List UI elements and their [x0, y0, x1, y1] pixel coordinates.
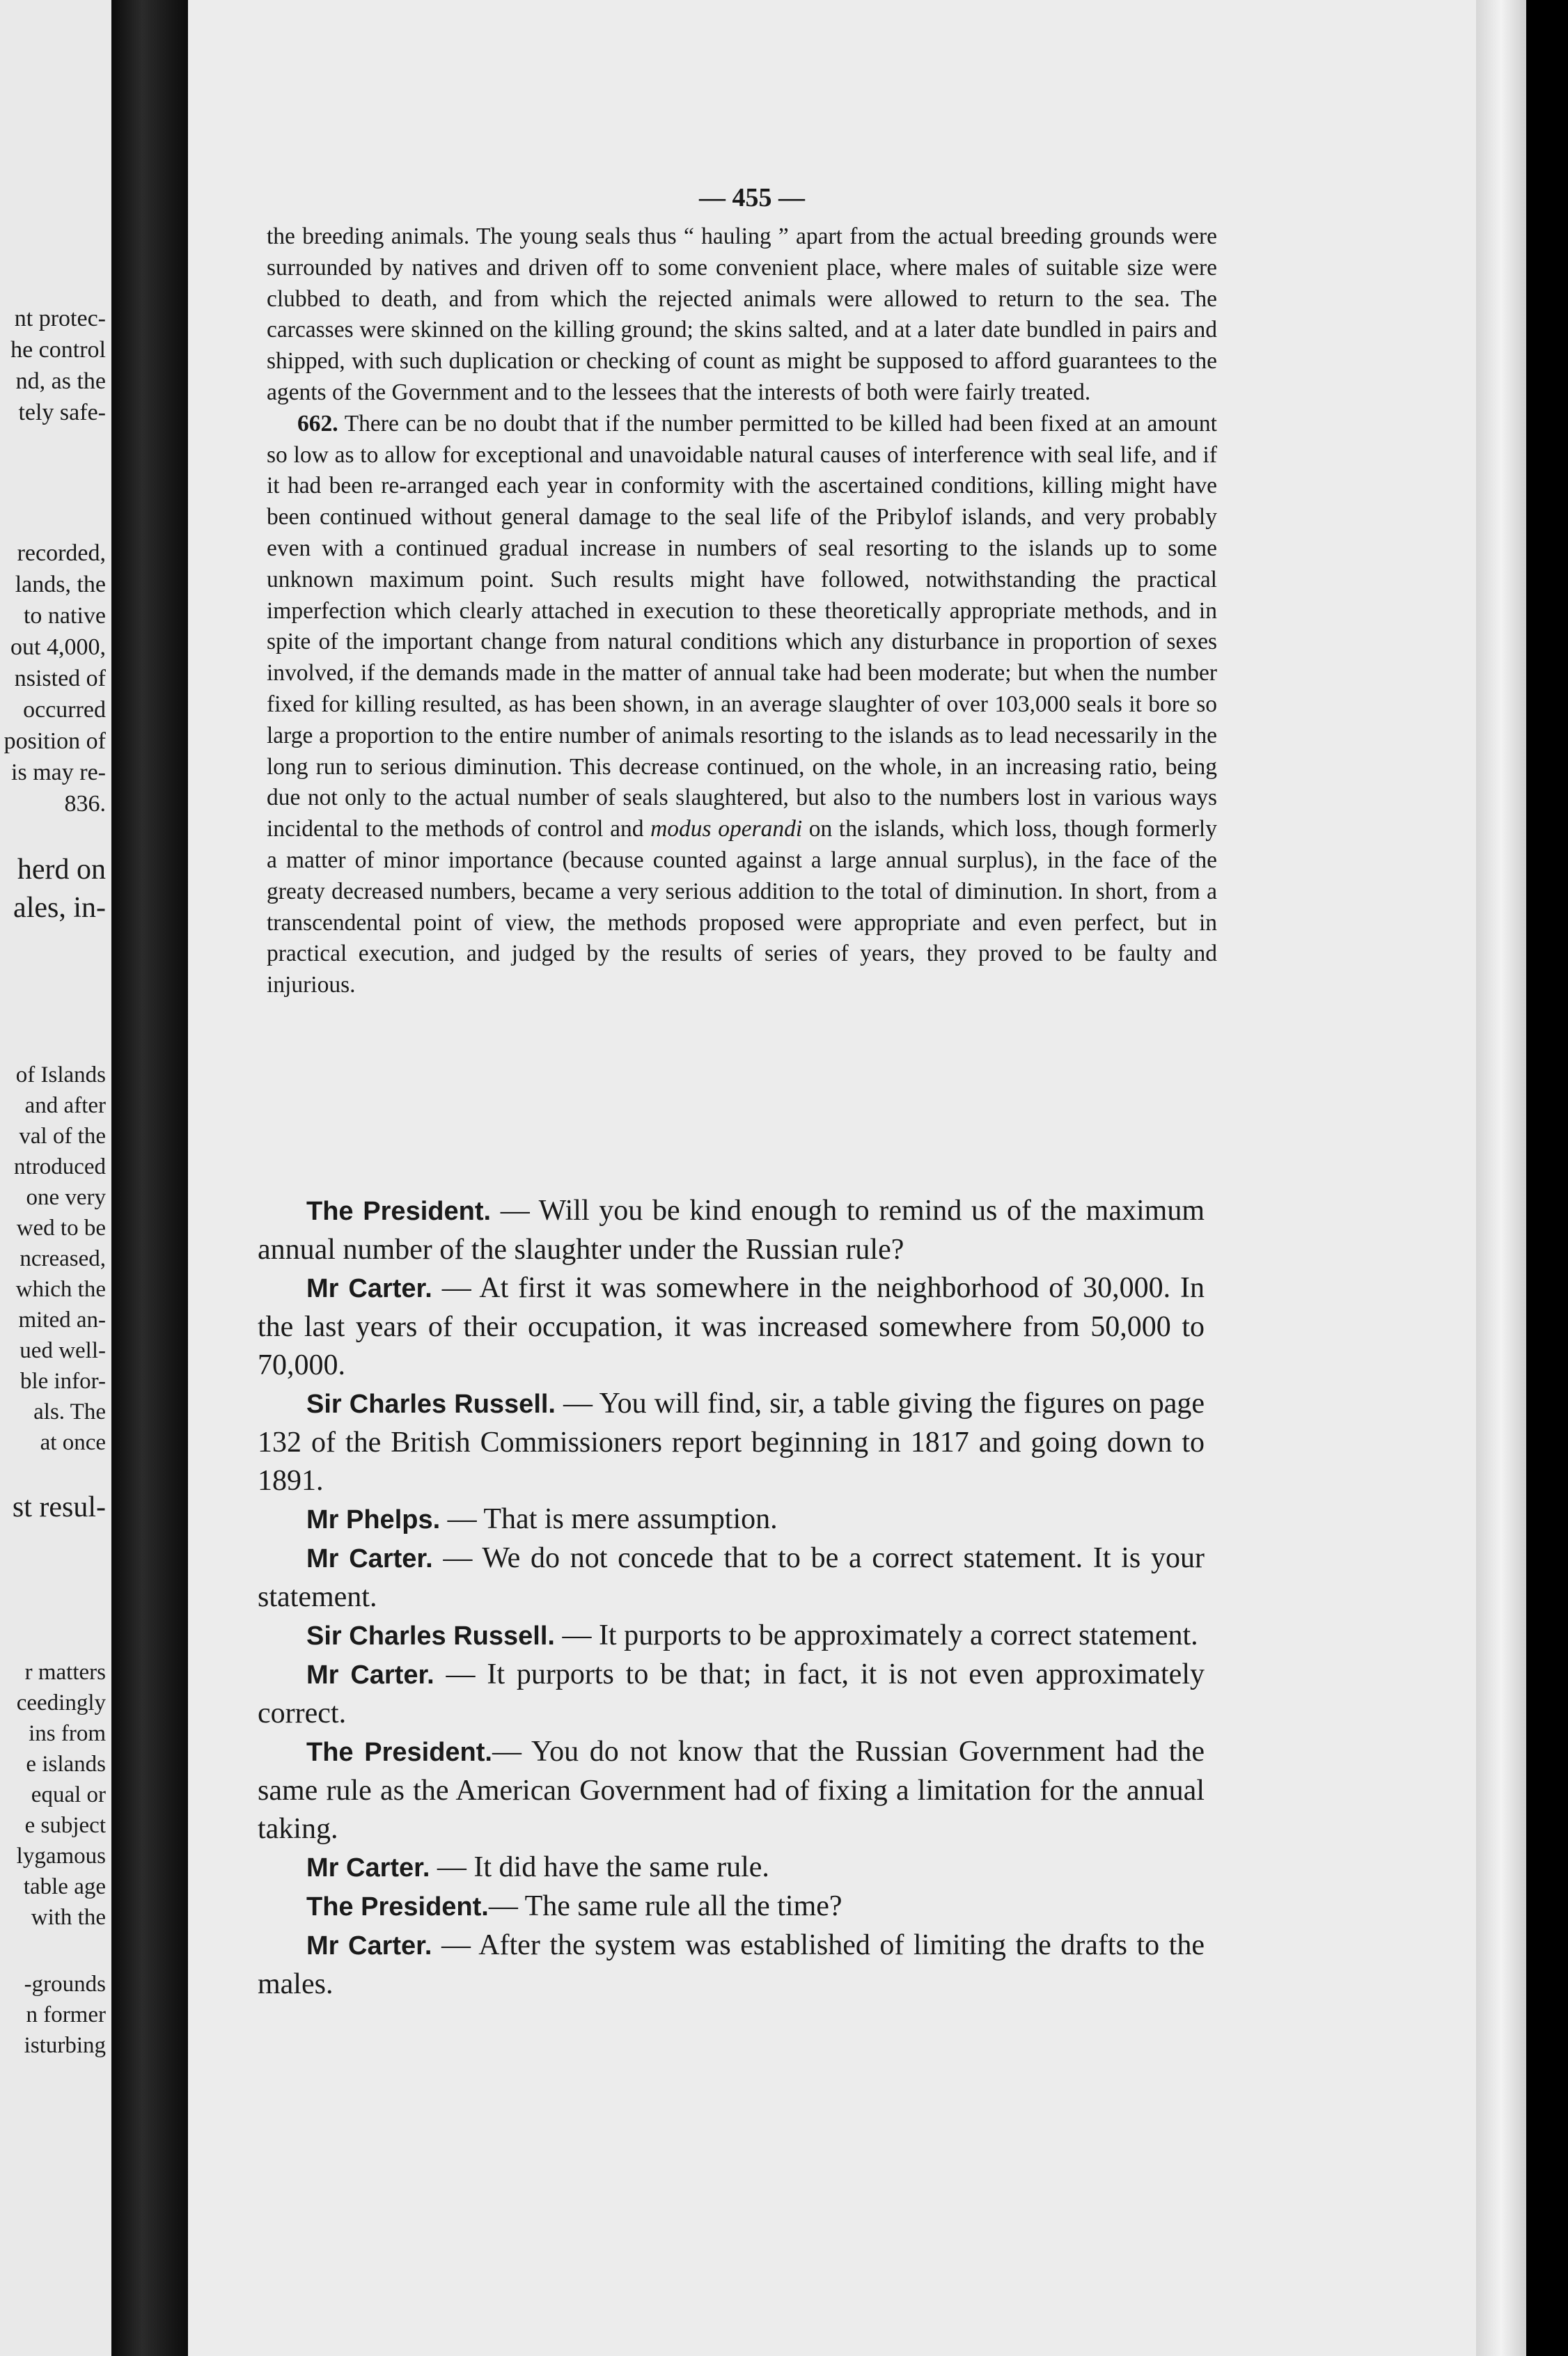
- page-edge: [1476, 0, 1526, 2356]
- dialogue-entry: [258, 1617, 1205, 1656]
- fragment-line: ntroduced: [14, 1154, 106, 1179]
- fragment-line: e islands: [26, 1752, 106, 1777]
- scan-border: [1526, 0, 1568, 2356]
- fragment-line: mited an-: [18, 1307, 106, 1333]
- fragment-line: occurred: [23, 697, 106, 723]
- fragment-line: -grounds: [24, 1972, 106, 1997]
- speaker-name: Mr Carter.: [306, 1274, 432, 1303]
- paragraph-number: 662.: [297, 410, 338, 437]
- fragment-line: nd, as the: [15, 368, 106, 394]
- quoted-report-text: [267, 221, 1217, 1001]
- fragment-line: ceedingly: [16, 1690, 106, 1715]
- facing-page-lines-a: [0, 303, 106, 428]
- fragment-line: position of: [3, 728, 106, 754]
- speech-text: — We do not concede that to be a correct statement. It is your statement.: [258, 1542, 1205, 1613]
- dialogue-entry: [258, 1656, 1205, 1733]
- fragment-line: and after: [24, 1093, 106, 1118]
- speaker-name: Mr Carter.: [306, 1853, 430, 1883]
- fragment-line: 836.: [64, 791, 106, 817]
- fragment-line: herd on: [17, 854, 106, 886]
- facing-page-lines-f: [0, 1657, 106, 1933]
- speech-text: — It did have the same rule.: [430, 1851, 769, 1883]
- fragment-line: r matters: [24, 1660, 106, 1685]
- dialogue-entry: [258, 1733, 1205, 1848]
- fragment-line: nt protec-: [14, 306, 106, 331]
- speech-text: — Will you be kind enough to remind us of the maximum annual number of the slaughter under the Russian rule?: [258, 1195, 1205, 1266]
- dialogue-entry: [258, 1539, 1205, 1617]
- dialogue-entry: [258, 1887, 1205, 1926]
- fragment-line: e subject: [24, 1813, 106, 1838]
- italic-phrase: modus operandi: [650, 816, 803, 842]
- fragment-line: lygamous: [16, 1844, 106, 1869]
- dialogue-entry: [258, 1848, 1205, 1887]
- speaker-name: The President.: [306, 1892, 489, 1922]
- fragment-line: wed to be: [16, 1216, 106, 1241]
- dialogue-entry: [258, 1269, 1205, 1385]
- speech-text: — At first it was somewhere in the neighborhood of 30,000. In the last years of their occupation, it was increased somewhere from 50,000 to 70,000.: [258, 1272, 1205, 1381]
- speech-text: — You do not know that the Russian Government had the same rule as the American Government had of fixing a limitation for the annual taking.: [258, 1736, 1205, 1845]
- fragment-line: n former: [26, 2002, 106, 2027]
- speaker-name: Sir Charles Russell.: [306, 1621, 555, 1651]
- fragment-line: ble infor-: [19, 1369, 106, 1394]
- speech-text: — After the system was established of limiting the drafts to the males.: [258, 1929, 1205, 2000]
- quoted-paragraph-1: the breeding animals. The young seals thus “ hauling ” apart from the actual breeding grounds were surrounded by natives and driven off to some convenient place, where males of suitable size were clubbed to death, and from which the rejected animals were allowed to return to the sea. The carcasses were skinned on the killing ground; the skins salted, and at a later date bundled in pairs and shipped, with such duplication or checking of count as might be supposed to afford guarantees to the agents of the Government and to the lessees that the interests of both were fairly treated.: [267, 223, 1217, 405]
- speech-text: — It purports to be that; in fact, it is not even approximately correct.: [258, 1658, 1205, 1729]
- fragment-line: which the: [15, 1277, 106, 1302]
- speaker-name: Mr Phelps.: [306, 1505, 441, 1534]
- paragraph-text: There can be no doubt that if the number permitted to be killed had been fixed at an amount so low as to allow for exceptional and unavoidable natural causes of interference with seal life, and if it had been re-arranged each year in conformity with the ascertained conditions, killing might have been continued without general damage to the seal life of the Pribylof islands, and very probably even with a continued gradual increase in numbers of seal resorting to the islands up to some unknown maximum point. Such results might have followed, notwithstanding the practical imperfection which clearly attached in execution to these theoretically appropriate methods, and in spite of the important change from natural conditions which any disturbance in proportion of sexes involved, if the demands made in the matter of annual take had been moderate; but when the number fixed for killing resulted, as has been shown, in an average slaughter of over 103,000 seals it bore so large a proportion to the entire number of animals resorting to the islands as to lead necessarily in the long run to serious diminution. This decrease continued, on the whole, in an increasing ratio, being due not only to the actual number of seals slaughtered, but also to the numbers lost in various ways incidental to the methods of control and: [267, 410, 1217, 842]
- book-gutter: [111, 0, 188, 2356]
- fragment-line: isturbing: [24, 2033, 106, 2058]
- facing-page-fragment: [0, 0, 111, 2356]
- speaker-name: The President.: [306, 1738, 492, 1767]
- facing-page-lines-g: [0, 1969, 106, 2061]
- dialogue-entry: [258, 1926, 1205, 2004]
- fragment-line: ales, in-: [13, 892, 106, 924]
- facing-page-lines-d: [0, 1060, 106, 1458]
- fragment-line: equal or: [31, 1782, 106, 1807]
- fragment-line: with the: [31, 1905, 106, 1930]
- fragment-line: one very: [26, 1185, 106, 1210]
- speech-text: — The same rule all the time?: [488, 1890, 842, 1922]
- dialogue-entry: [258, 1500, 1205, 1539]
- speaker-name: Mr Carter.: [306, 1931, 432, 1961]
- speaker-name: Mr Carter.: [306, 1544, 433, 1573]
- fragment-line: ued well-: [19, 1338, 106, 1363]
- facing-page-lines-b: [0, 537, 106, 819]
- speech-text: — You will find, sir, a table giving the figures on page 132 of the British Commissioners report beginning in 1817 and going down to 1891.: [258, 1388, 1205, 1497]
- fragment-line: out 4,000,: [10, 634, 106, 660]
- speech-text: — It purports to be approximately a correct statement.: [554, 1619, 1198, 1651]
- fragment-line: val of the: [19, 1124, 106, 1149]
- speaker-name: Sir Charles Russell.: [306, 1390, 556, 1419]
- fragment-line: ncreased,: [19, 1246, 106, 1271]
- fragment-line: is may re-: [11, 760, 106, 785]
- fragment-line: st resul-: [12, 1491, 106, 1523]
- fragment-line: he control: [10, 337, 106, 363]
- fragment-line: nsisted of: [14, 666, 106, 691]
- fragment-line: recorded,: [17, 540, 106, 566]
- dialogue-entry: [258, 1385, 1205, 1500]
- fragment-line: at once: [40, 1430, 106, 1455]
- fragment-line: als. The: [33, 1399, 106, 1424]
- paragraph-text: on the islands, which loss, though formerly a matter of minor importance (because counted against a large annual surplus), in the face of the greaty decreased numbers, became a very serious addition to the total of diminution. In short, from a transcendental point of view, the methods proposed were appropriate and even perfect, but in practical execution, and judged by the results of series of years, they proved to be faulty and injurious.: [267, 816, 1217, 998]
- fragment-line: lands, the: [15, 572, 106, 597]
- facing-page-lines-c: [0, 851, 106, 927]
- speaker-name: Mr Carter.: [306, 1660, 434, 1690]
- fragment-line: to native: [23, 603, 106, 629]
- speaker-name: The President.: [306, 1197, 492, 1226]
- page-number: — 455 —: [699, 183, 805, 212]
- fragment-line: table age: [23, 1874, 106, 1899]
- fragment-line: ins from: [29, 1721, 106, 1746]
- fragment-line: of Islands: [15, 1062, 106, 1087]
- fragment-line: tely safe-: [18, 400, 106, 425]
- quoted-paragraph-662: [267, 409, 1217, 1001]
- facing-page-lines-e: [0, 1489, 106, 1527]
- hearing-dialogue: [258, 1192, 1205, 2004]
- dialogue-entry: [258, 1192, 1205, 1269]
- speech-text: — That is mere assumption.: [440, 1503, 778, 1535]
